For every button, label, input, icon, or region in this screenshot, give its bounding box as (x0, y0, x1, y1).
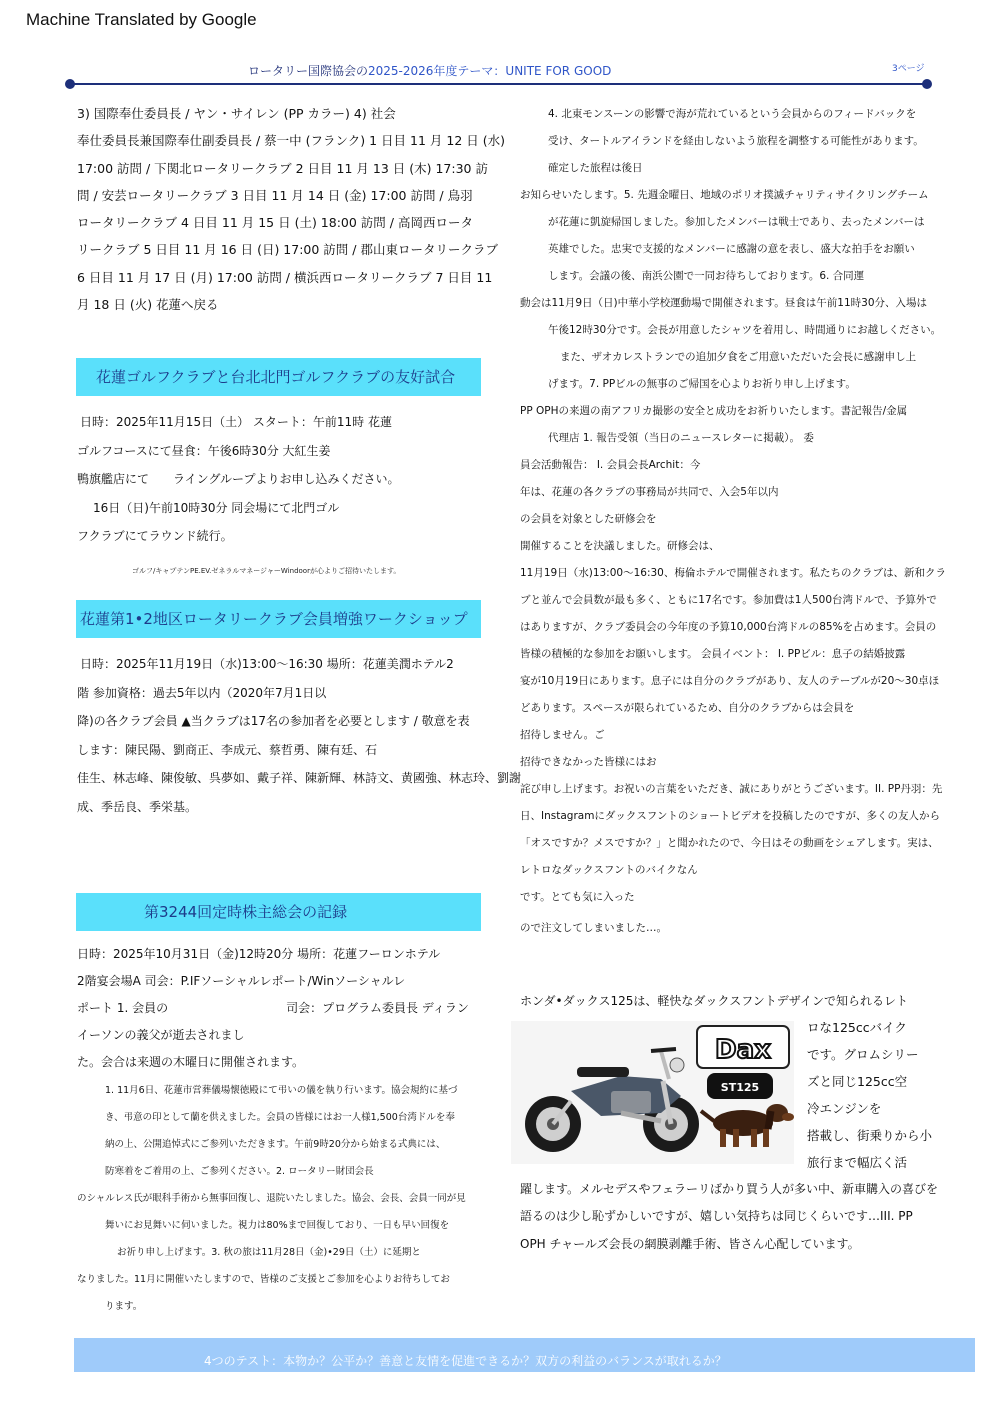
report-line: 英雄でした。忠実で支援的なメンバーに感謝の意を表し、盛大な拍手をお願い (548, 243, 915, 255)
schedule-line: 3) 国際奉仕委員長 / ヤン・サイレン (PP カラー) 4) 社会 (77, 106, 396, 121)
meeting-line (77, 995, 480, 1022)
meeting-line: 2階宴会場A 司会：P.IFソーシャルレポート/Winソーシャルレ (77, 974, 406, 988)
meeting-heading: 第3244回定時株主総会の記録 (76, 893, 481, 931)
header-rule (70, 83, 928, 85)
four-way-test-footer: 4つのテスト：本物か？公平か？善意と友情を促進できるか？双方の利益のバランスが取れるか？ (74, 1338, 975, 1372)
schedule-line: リークラブ 5 日目 11 月 16 日 (日) 17:00 訪問 / 郡山東ロータリークラブ (77, 242, 498, 258)
report-line: 員会活動報告： I. 会員会長Archit：今 (520, 459, 701, 471)
page-number: 3ページ (892, 64, 925, 74)
report-line: 動会は11月9日（日)中華小学校運動場で開催されます。昼食は午前11時30分、入場は (520, 297, 928, 309)
report-line: げます。7. PPビルの無事のご帰国を心よりお祈り申し上げます。 (548, 378, 856, 390)
report-line: 日、Instagramにダックスフントのショートビデオを投稿したのですが、多くの友人から (520, 810, 940, 822)
meeting-detail-line: 舞いにお見舞いに伺いました。視力は80%まで回復しており、一日も早い回復を (105, 1220, 450, 1231)
meeting-block (77, 941, 480, 1076)
report-line: です。とても気に入った (520, 891, 635, 903)
report-line: 「オスですか？メスですか？」と聞かれたので、今日はその動画をシェアします。実は、 (520, 837, 939, 849)
workshop-heading: 花蓮第1•2地区ロータリークラブ会員増強ワークショップ (76, 600, 481, 638)
meeting-detail-line: お祈り申し上げます。3. 秋の旅は11月28日（金)•29日（土）に延期と (117, 1247, 421, 1258)
bike-after-line: 語るのは少し恥ずかしいですが、嬉しい気持ちは同じくらいです…III. PP (520, 1209, 913, 1224)
golf-line: 鴨旗艦店にて ライングループよりお申し込みください。 (77, 472, 400, 486)
dax-logo-text: Dax (715, 1035, 771, 1065)
workshop-line: 階 参加資格：過去5年以内（2020年7月1日以 (77, 685, 327, 700)
machine-translation-label: Machine Translated by Google (26, 10, 257, 29)
schedule-line: 月 18 日 (火) 花蓮へ戻る (77, 297, 219, 313)
right-report-block (520, 101, 946, 942)
honda-intro: ホンダ•ダックス125は、軽快なダックスフントデザインで知られるレト (520, 994, 908, 1008)
golf-invitation-note: ゴルフ/キャプテンPE.EV.ゼネラルマネージャーWindoorが心よりご招待いたします。 (132, 567, 401, 575)
bike-after-line: 躍します。メルセデスやフェラーリばかり買う人が多い中、新車購入の喜びを (520, 1182, 938, 1196)
bike-side-line: 搭載し、街乗りから小 (807, 1128, 933, 1143)
st125-badge-text: ST125 (720, 1081, 760, 1094)
report-line: 開催することを決議しました。研修会は、 (520, 540, 720, 552)
report-line: 午後12時30分です。会長が用意したシャツを着用し、時間通りにお越しください。 (548, 324, 942, 336)
bike-side-text (807, 1014, 932, 1176)
rule-dot-left (65, 79, 75, 89)
report-line: はありますが、クラブ委員会の今年度の予算10,000台湾ドルの85%を占めます。会員の (520, 621, 937, 633)
report-line: どあります。スペースが限られているため、自分のクラブからは会員を (520, 702, 855, 714)
golf-line: フクラブにてラウンド続行。 (77, 529, 233, 543)
workshop-block (77, 650, 522, 822)
meeting-detail-line: なりました。11月に開催いたしますので、皆様のご支援とご参加を心よりお待ちしてお (77, 1274, 450, 1285)
bike-side-line: ロな125ccバイク (807, 1020, 907, 1035)
bike-side-line: です。グロムシリー (807, 1047, 919, 1062)
report-line: 確定した旅程は後日 (548, 162, 643, 174)
meeting-detail-line: 納の上、公開追悼式にご参列いただきます。午前9時20分から始まる式典には、 (105, 1139, 446, 1150)
meeting-detail-line: のシャルレス氏が眼科手術から無事回復し、退院いたしました。協会、会長、会員一同が見 (77, 1193, 466, 1204)
workshop-line: します：陳民陽、劉商正、李成元、蔡哲勇、陳有廷、石 (77, 742, 378, 757)
bike-side-line: ズと同じ125cc空 (807, 1074, 908, 1089)
report-line: が花蓮に凱旋帰国しました。参加したメンバーは戦士であり、去ったメンバーは (548, 216, 925, 228)
schedule-line: 6 日目 11 月 17 日 (月) 17:00 訪問 / 横浜西ロータリークラブ 7 日目 11 (77, 269, 493, 285)
schedule-line: ロータリークラブ 4 日目 11 月 15 日 (土) 18:00 訪問 / 高岡西ロータ (77, 215, 473, 231)
meeting-line: 日時：2025年10月31日（金)12時20分 場所：花蓮フーロンホテル (77, 947, 441, 961)
rule-dot-right (922, 79, 932, 89)
page-header-title (248, 62, 611, 79)
report-line: 4. 北東モンスーンの影響で海が荒れているという会員からのフィードバックを (548, 108, 917, 120)
report-line: 招待できなかった皆様にはお (520, 756, 657, 768)
meeting-detail-line: ります。 (105, 1301, 143, 1312)
schedule-line: 奉仕委員長兼国際奉仕副委員長 / 蔡一中 (フランク) 1 日目 11 月 12 日 (水) (77, 133, 505, 149)
report-line: 年は、花蓮の各クラブの事務局が共同で、入会5年以内 (520, 486, 779, 498)
report-line: 宴が10月19日にあります。息子には自分のクラブがあり、友人のテーブルが20～30卓ほ (520, 675, 940, 687)
dax-bike-photo (511, 1021, 794, 1164)
meeting-detail-line: 防寒着をご着用の上、ご参列ください。2. ロータリー財団会長 (105, 1166, 374, 1177)
report-line: 11月19日（水)13:00～16:30、梅倫ホテルで開催されます。私たちのクラブは、新和クラ (520, 567, 946, 579)
report-line: 招待しません。ご (520, 729, 605, 741)
bike-after-text (520, 1176, 938, 1258)
schedule-line: 問 / 安芸ロータリークラブ 3 日目 11 月 14 日 (金) 17:00 訪問 / 鳥羽 (77, 187, 473, 203)
bike-after-line: OPH チャールズ会長の網膜剥離手術、皆さん心配しています。 (520, 1236, 860, 1251)
golf-block (77, 408, 480, 551)
workshop-line: 佳生、林志峰、陳俊敏、呉夢如、戴子祥、陳新輝、林詩文、黄國強、林志玲、劉謝 (77, 771, 522, 786)
bike-side-line: 冷エンジンを (807, 1101, 882, 1116)
report-line: します。会議の後、南浜公園で一同お待ちしております。6. 合同運 (548, 270, 865, 282)
workshop-line: 日時：2025年11月19日（水)13:00～16:30 場所：花蓮美潤ホテル2 (80, 657, 454, 671)
report-line: 代理店 1. 報告受領（当日のニュースレターに掲載）。 委 (548, 432, 814, 444)
report-line: 皆様の積極的な参加をお願いします。 会員イベント： I. PPビル：息子の結婚披露 (520, 648, 906, 660)
report-line: PP OPHの来週の南アフリカ撮影の安全と成功をお祈りいたします。書記報告/金属 (520, 405, 908, 417)
schedule-block (77, 100, 505, 318)
meeting-detail-line: き、弔意の印として蘭を供えました。会員の皆様にはお一人様1,500台湾ドルを奉 (105, 1112, 455, 1123)
meeting-line: た。会合は来週の木曜日に開催されます。 (77, 1055, 305, 1069)
golf-line: ゴルフコースにて昼食：午後6時30分 大紅生姜 (77, 443, 331, 458)
meeting-details (77, 1077, 487, 1320)
workshop-line: 成、季岳良、季栄基。 (77, 799, 198, 814)
bike-side-line: 旅行まで幅広く活 (807, 1155, 908, 1170)
dax-illustration (511, 1021, 794, 1164)
schedule-line: 17:00 訪問 / 下関北ロータリークラブ 2 日目 11 月 13 日 (木) 17:30 訪 (77, 160, 488, 176)
report-line: の会員を対象とした研修会を (520, 513, 657, 525)
workshop-line: 降)の各クラブ会員 ▲当クラブは17名の参加者を必要とします / 敬意を表 (77, 714, 470, 729)
report-line: ブと並んで会員数が最も多く、ともに17名です。参加費は1人500台湾ドルで、予算外で (520, 594, 937, 606)
meeting-detail-line: 1. 11月6日、花蓮市営葬儀場懐徳殿にて弔いの儀を執り行います。協会規約に基づ (105, 1085, 458, 1096)
header-title-prefix: ロータリー国際協会の (248, 64, 369, 78)
header-title-theme: 2025-2026年度テーマ：UNITE FOR GOOD (368, 64, 612, 78)
golf-heading: 花蓮ゴルフクラブと台北北門ゴルフクラブの友好試合 (76, 358, 481, 396)
meeting-line-part: ポート 1. 会員の (77, 1001, 169, 1015)
report-line: 詫び申し上げます。お祝いの言葉をいただき、誠にありがとうございます。II. PP丹羽：先 (520, 783, 943, 795)
golf-line: 日時：2025年11月15日（土） スタート：午前11時 花蓮 (80, 415, 392, 429)
report-line: レトロなダックスフントのバイクなん (520, 864, 698, 876)
report-line: 受け、タートルアイランドを経由しないよう旅程を調整する可能性があります。 (548, 135, 924, 147)
golf-line: 16日（日)午前10時30分 同会場にて北門ゴル (93, 500, 340, 515)
meeting-line: イーソンの義父が逝去されまし (77, 1028, 245, 1042)
report-line: また、ザオカレストランでの追加夕食をご用意いただいた会長に感謝申し上 (560, 351, 917, 363)
report-line: お知らせいたします。5. 先週金曜日、地域のポリオ撲滅チャリティサイクリングチーム (520, 189, 929, 201)
report-line: ので注文してしまいました…。 (520, 922, 667, 934)
meeting-line-part: 司会：プログラム委員長 ディラン (286, 1001, 469, 1015)
